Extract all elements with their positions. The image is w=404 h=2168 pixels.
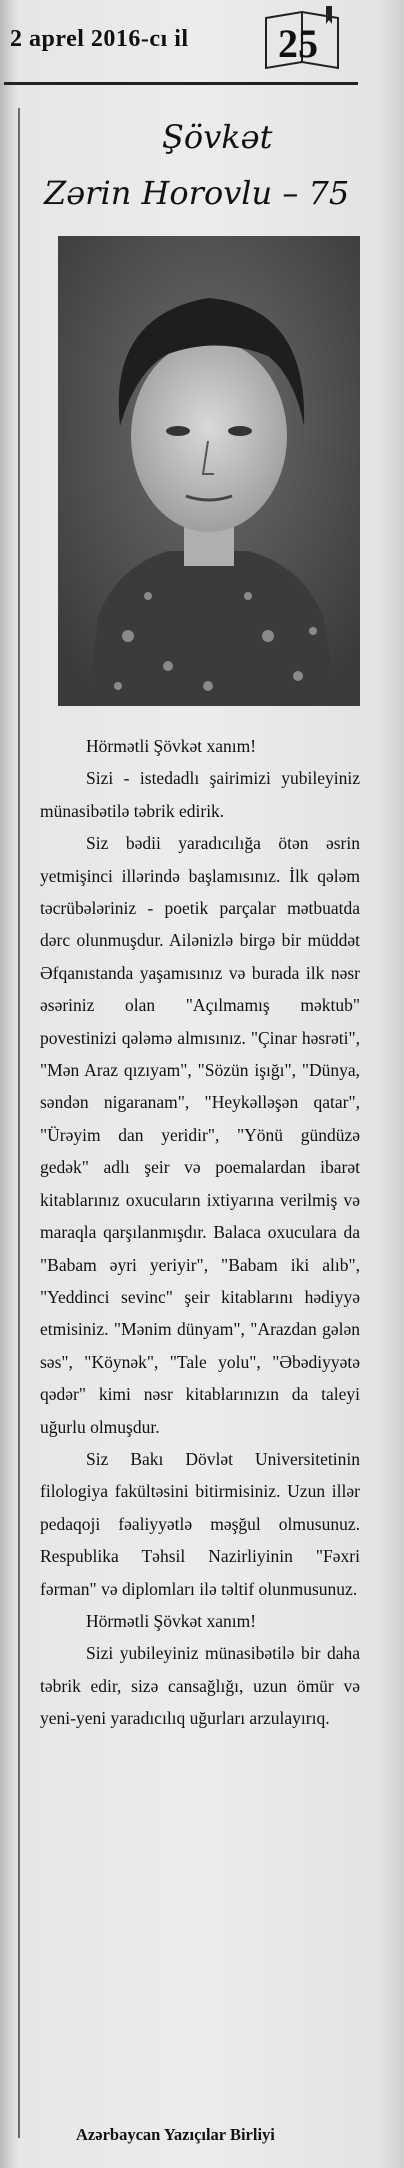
page-header [0,0,404,82]
portrait-photo [58,236,360,706]
article-signature: Azərbaycan Yazıçılar Birliyi [76,2125,275,2144]
body-paragraph: Siz Bakı Dövlət Universitetinin filologiya fakültəsini bitirmisiniz. Uzun illər pedaqoji fəaliyyətlə məşğul olmusunuz. Respublika Təhsil Nazirliyinin "Fəxri fərman" və diplomları ilə təltif olunmusunuz. [40,1448,360,1599]
body-paragraph: Hörmətli Şövkət xanım! [86,1610,257,1631]
header-rule [4,82,358,85]
body-paragraph: Hörmətli Şövkət xanım! [86,736,257,756]
article-body [40,730,360,1735]
page-number: 25 [278,21,318,66]
article-title [40,118,360,228]
body-paragraph: Sizi - istedadlı şairimizi yubileyiniz münasibətilə təbrik edirik. [40,768,360,821]
page-number-box [262,4,340,70]
article-border [18,108,20,2138]
title-line-1: Şövkət [162,118,273,156]
body-paragraph: Sizi yubileyiniz münasibətilə bir daha təbrik edir, sizə cansağlığı, uzun ömür və yeni-yeni yaradıcılıq uğurları arzulayırıq. [40,1643,360,1729]
body-paragraph: Siz bədii yaradıcılığa ötən əsrin yetmişinci illərində başlamısınız. İlk qələm təcrübələriniz - poetik parçalar mətbuatda dərc olunmuşdur. Ailənizlə birgə bir müddət Əfqanıstanda yaşamısınız və burada ilk nəsr əsəriniz olan "Açılmamış məktub" povestinizi qələmə almısınız. "Çinar həsrəti", "Mən Araz qızıyam", "Sözün işığı", "Dünya, səndən nigaranam", "Heykəlləşən qatar", "Ürəyim dan yeridir", "Yönü gündüzə gedək" adlı şeir və poemalardan ibarət kitablarınız oxucuların ixtiyarına verilmiş və maraqla qarşılanmışdır. Balaca oxuculara da "Babam əyri yeriyir", "Babam iki alıb", "Yeddinci sevinc" şeir kitablarını hədiyyə etmisiniz. "Mənim dünyam", "Arazdan gələn səs", "Köynək", "Tale yolu", "Əbədiyyətə qədər" kimi nəsr kitablarınızın da taleyi uğurlu olmuşdur. [40,833,360,1437]
issue-date: 2 aprel 2016-cı il [10,26,189,52]
title-line-2: Zərin Horovlu – 75 [44,174,350,212]
